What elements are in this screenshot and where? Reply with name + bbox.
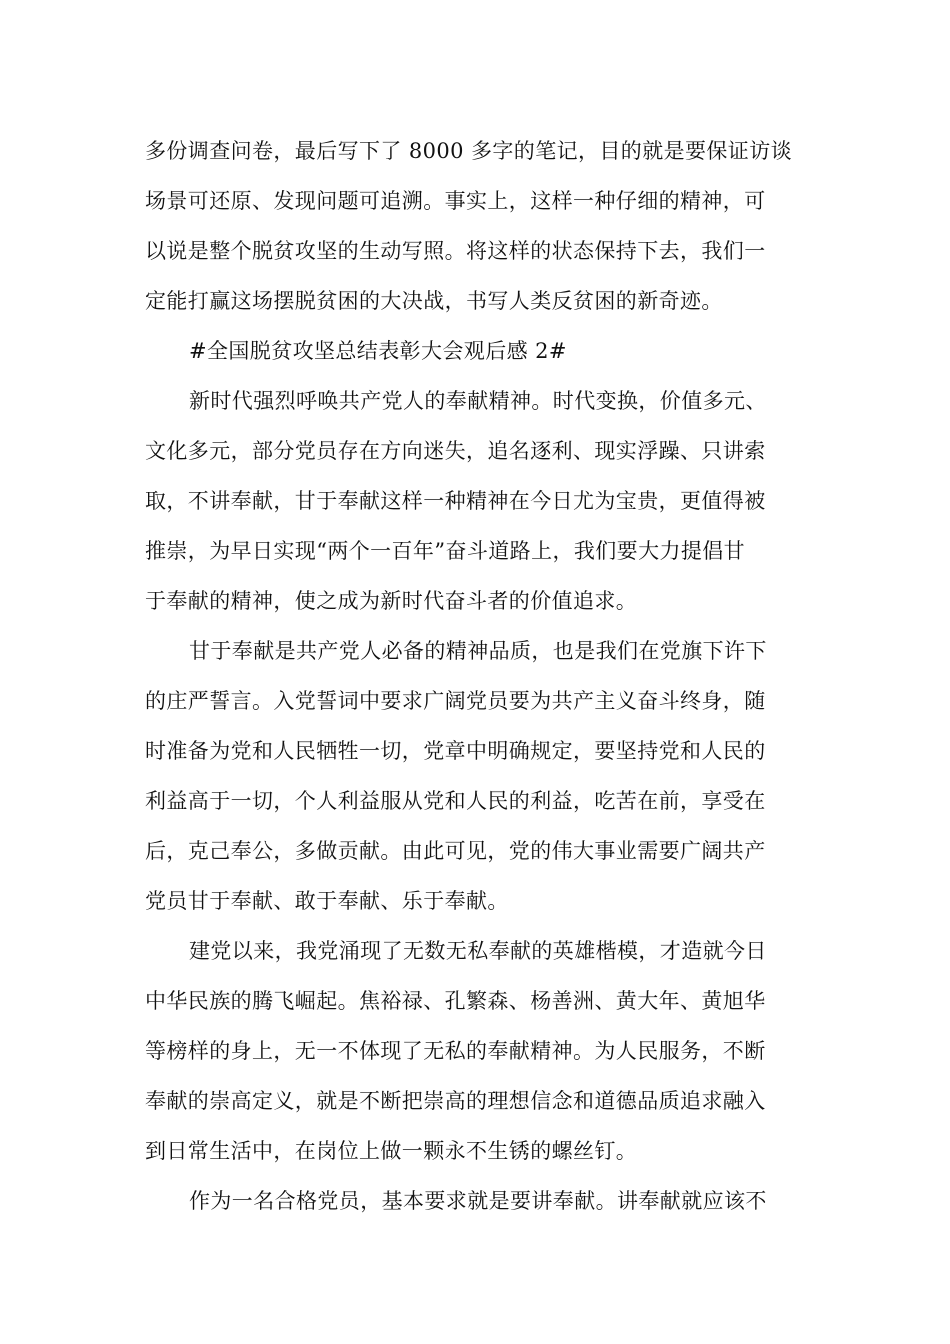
text-line: 中华民族的腾飞崛起。焦裕禄、孔繁森、杨善洲、黄大年、黄旭华 xyxy=(145,989,766,1013)
section-heading: #全国脱贫攻坚总结表彰大会观后感 2# xyxy=(189,339,567,363)
text-line: 于奉献的精神，使之成为新时代奋斗者的价值追求。 xyxy=(145,589,638,613)
text-line: 的庄严誓言。入党誓词中要求广阔党员要为共产主义奋斗终身，随 xyxy=(145,689,766,713)
paragraph-start-line: 新时代强烈呼唤共产党人的奉献精神。时代变换，价值多元、 xyxy=(189,389,767,413)
text-line: 多份调查问卷，最后写下了 8000 多字的笔记，目的就是要保证访谈 xyxy=(145,139,792,163)
text-line: 到日常生活中，在岗位上做一颗永不生锈的螺丝钉。 xyxy=(145,1139,638,1163)
text-line: 场景可还原、发现问题可追溯。事实上，这样一种仔细的精神，可 xyxy=(145,189,766,213)
text-line: 取，不讲奉献，甘于奉献这样一种精神在今日尤为宝贵，更值得被 xyxy=(145,489,766,513)
text-line: 等榜样的身上，无一不体现了无私的奉献精神。为人民服务，不断 xyxy=(145,1039,766,1063)
text-line: 定能打赢这场摆脱贫困的大决战，书写人类反贫困的新奇迹。 xyxy=(145,289,723,313)
text-line: 利益高于一切，个人利益服从党和人民的利益，吃苦在前，享受在 xyxy=(145,789,766,813)
document-body xyxy=(145,126,810,1226)
paragraph-start-line: 建党以来，我党涌现了无数无私奉献的英雄楷模，才造就今日 xyxy=(189,939,767,963)
text-line: 推崇，为早日实现“两个一百年”奋斗道路上，我们要大力提倡甘 xyxy=(145,539,746,563)
paragraph-start-line: 作为一名合格党员，基本要求就是要讲奉献。讲奉献就应该不 xyxy=(189,1189,767,1213)
text-line: 后，克己奉公，多做贡献。由此可见，党的伟大事业需要广阔共产 xyxy=(145,839,766,863)
text-line: 文化多元，部分党员存在方向迷失，追名逐利、现实浮躁、只讲索 xyxy=(145,439,766,463)
paragraph-start-line: 甘于奉献是共产党人必备的精神品质，也是我们在党旗下许下 xyxy=(189,639,767,663)
text-line: 时准备为党和人民牺牲一切，党章中明确规定，要坚持党和人民的 xyxy=(145,739,766,763)
text-line: 奉献的崇高定义，就是不断把崇高的理想信念和道德品质追求融入 xyxy=(145,1089,766,1113)
text-line: 党员甘于奉献、敢于奉献、乐于奉献。 xyxy=(145,889,509,913)
text-line: 以说是整个脱贫攻坚的生动写照。将这样的状态保持下去，我们一 xyxy=(145,239,766,263)
